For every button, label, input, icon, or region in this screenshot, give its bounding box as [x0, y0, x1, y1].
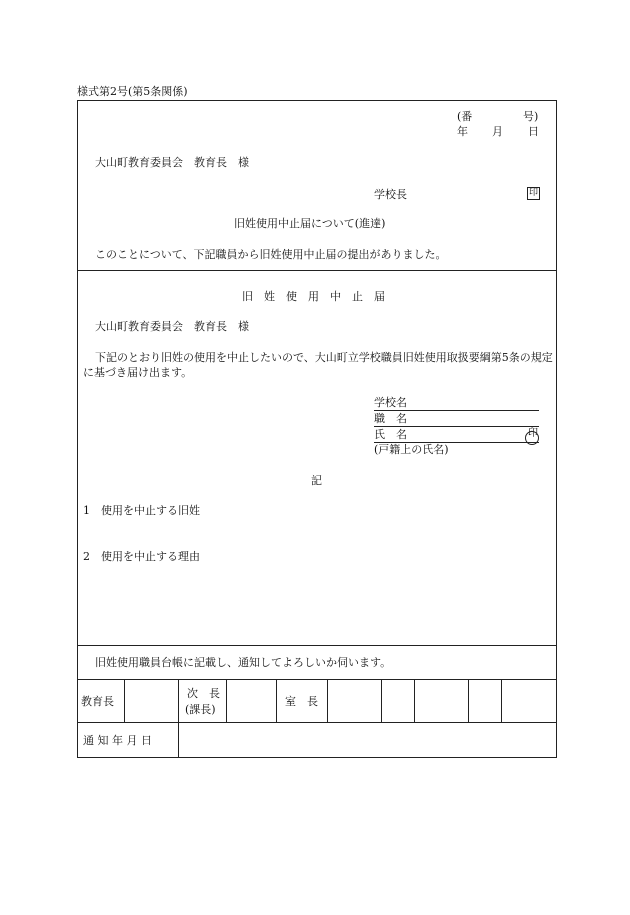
section-divider-form [77, 645, 557, 646]
table-divider [226, 679, 227, 722]
number-close: 号) [523, 110, 539, 123]
position-line [374, 426, 539, 427]
deputy-label: 次 長 [187, 687, 220, 700]
position-label: 職 名 [374, 412, 407, 425]
table-divider [178, 679, 179, 758]
section-chief-label: (課長) [185, 703, 216, 716]
seal-stamp: 印 [528, 188, 538, 198]
approval-table-top [77, 679, 557, 680]
number-open: (番 [457, 110, 473, 123]
table-divider [501, 679, 502, 722]
approval-table-middle [77, 722, 557, 723]
section-divider-notice [77, 270, 557, 271]
table-divider [468, 679, 469, 722]
table-divider [381, 679, 382, 722]
date-month: 月 [492, 125, 503, 138]
table-divider [124, 679, 125, 722]
ki-label: 記 [311, 474, 322, 487]
sender-label: 学校長 [374, 188, 407, 201]
form-body: 下記のとおり旧姓の使用を中止したいので、大山町立学校職員旧姓使用取扱要綱第5条の規定に基づき届け出ます。 [83, 351, 553, 379]
form-number-label: 様式第2号(第5条関係) [77, 85, 188, 98]
date-day: 日 [528, 125, 539, 138]
table-divider [276, 679, 277, 722]
name-seal-label: 印 [528, 428, 538, 439]
registry-name-note: (戸籍上の氏名) [374, 443, 449, 456]
notice-body: このことについて、下記職員から旧姓使用中止届の提出がありました。 [95, 248, 447, 261]
form-title: 旧 姓 使 用 中 止 届 [242, 290, 385, 303]
superintendent-label: 教育長 [81, 695, 114, 708]
notice-addressee: 大山町教育委員会 教育長 様 [95, 156, 249, 169]
form-addressee: 大山町教育委員会 教育長 様 [95, 320, 249, 333]
office-chief-label: 室 長 [285, 695, 318, 708]
approval-request-text: 旧姓使用職員台帳に記載し、通知してよろしいか伺います。 [95, 656, 392, 669]
item-old-surname: 1 使用を中止する旧姓 [83, 504, 200, 517]
notice-title: 旧姓使用中止届について(進達) [234, 217, 386, 230]
table-divider [327, 679, 328, 722]
item-reason: 2 使用を中止する理由 [83, 550, 200, 563]
school-name-label: 学校名 [374, 396, 407, 409]
school-name-line [374, 410, 539, 411]
notification-date-label: 通 知 年 月 日 [83, 734, 152, 747]
table-divider [414, 679, 415, 722]
name-label: 氏 名 [374, 428, 407, 441]
date-year: 年 [457, 125, 468, 138]
